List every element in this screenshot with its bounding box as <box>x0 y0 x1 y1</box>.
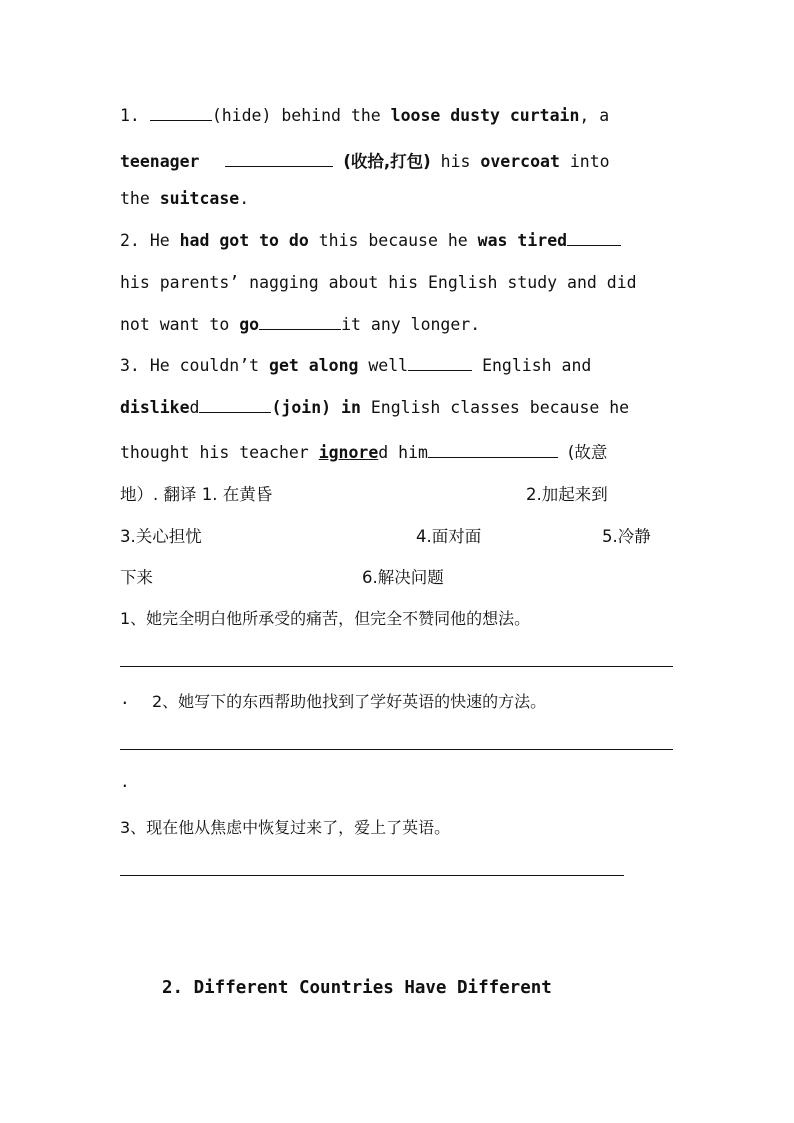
q3-line-2 <box>120 398 629 417</box>
sentence-2: 2、她写下的东西帮助他找到了学好英语的快速的方法。 <box>152 692 547 711</box>
q3-blank-1[interactable] <box>408 356 472 371</box>
q2-line-3 <box>120 315 480 334</box>
q1-line-1 <box>120 106 609 125</box>
q3-text-4: English classes because he <box>370 398 630 417</box>
q1-text-1: behind the <box>281 106 381 125</box>
q1-line-2 <box>120 148 610 172</box>
q2-blank-2[interactable] <box>259 315 341 330</box>
answer-line-3[interactable] <box>120 875 624 876</box>
q2-text-3: his parents’ nagging about his English study and did <box>120 273 637 292</box>
q1-text-4: into <box>569 152 610 171</box>
translate-item-4: 4.面对面 <box>416 527 482 546</box>
q3-text-1: He couldn’t <box>149 356 260 375</box>
q1-keyword-2: teenager <box>120 152 200 171</box>
q2-text-5: it any longer. <box>341 315 481 334</box>
translate-item-3: 3.关心担忧 <box>120 527 202 546</box>
q2-keyword-3: go <box>239 315 260 334</box>
q2-line-2 <box>120 273 637 292</box>
answer-line-2[interactable] <box>120 749 673 750</box>
q1-line-3 <box>120 189 249 208</box>
q2-text-4: not want to <box>120 315 230 334</box>
next-section-title: 2. Different Countries Have Different <box>162 978 552 998</box>
q2-number: 2. <box>120 231 140 250</box>
q2-line-1 <box>120 231 621 250</box>
q1-keyword-3: overcoat <box>480 152 560 171</box>
q3-hint-1: (join) in <box>271 398 361 417</box>
q3-text-2: well <box>368 356 409 375</box>
sentence-3: 3、现在他从焦虑中恢复过来了，爱上了英语。 <box>120 818 451 837</box>
q1-text-6: . <box>239 189 250 208</box>
q2-keyword-2: was tired <box>477 231 568 250</box>
q3-keyword-2: dislike <box>120 398 190 417</box>
translate-line-1 <box>120 481 272 505</box>
q1-number: 1. <box>120 106 140 125</box>
translate-item-5b: 下来 <box>120 568 153 587</box>
q1-text-2: , a <box>579 106 610 125</box>
q3-hint-2b: 地）. <box>120 485 159 504</box>
q3-line-3 <box>120 439 607 463</box>
q3-blank-2[interactable] <box>199 398 271 413</box>
q1-text-5: the <box>120 189 150 208</box>
q1-keyword-1: loose dusty curtain <box>390 106 580 125</box>
q2-keyword-1: had got to do <box>179 231 309 250</box>
q1-hint-1: (hide) <box>211 106 272 125</box>
dot-2: . <box>120 772 130 791</box>
q3-text-6: d him <box>378 443 428 462</box>
q3-hint-2a: (故意 <box>567 443 608 462</box>
q3-keyword-3: ignore <box>318 443 379 462</box>
dot-1: . <box>120 689 130 708</box>
q2-text-2: this because he <box>318 231 468 250</box>
q2-text-1: He <box>149 231 170 250</box>
q3-text-5: thought his teacher <box>120 443 309 462</box>
q3-keyword-1: get along <box>269 356 359 375</box>
translate-item-5a: 5.冷静 <box>602 527 651 546</box>
q3-line-1 <box>120 356 591 375</box>
q1-blank-2[interactable] <box>225 152 333 167</box>
q2-blank-1[interactable] <box>567 231 621 246</box>
q1-blank-1[interactable] <box>150 106 212 121</box>
q1-text-3: his <box>440 152 471 171</box>
q3-keyword-2-tail: d <box>189 398 200 417</box>
sentence-1: 1、她完全明白他所承受的痛苦，但完全不赞同他的想法。 <box>120 609 531 628</box>
translate-item-6: 6.解决问题 <box>362 568 444 587</box>
q1-hint-2: (收拾,打包) <box>343 152 431 171</box>
q3-number: 3. <box>120 356 140 375</box>
translate-item-1: 1. 在黄昏 <box>201 485 273 504</box>
translate-label: 翻译 <box>163 485 197 504</box>
translate-item-2: 2.加起来到 <box>526 485 608 504</box>
q3-text-3: English and <box>482 356 592 375</box>
q3-blank-3[interactable] <box>428 443 558 458</box>
q1-keyword-4: suitcase <box>159 189 240 208</box>
answer-line-1[interactable] <box>120 666 673 667</box>
